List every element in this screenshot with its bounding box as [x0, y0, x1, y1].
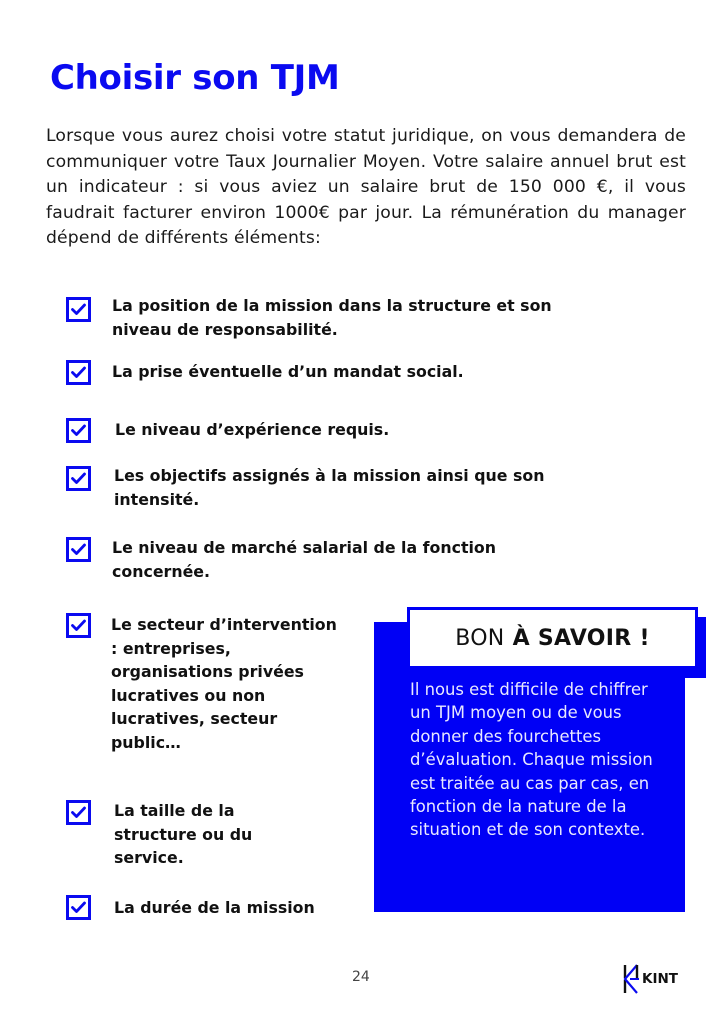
checklist-item-text: Le secteur d’intervention : entreprises, organisations privées lucratives ou non lucratives, secteur public… — [111, 615, 337, 752]
checklist-item-text: Les objectifs assignés à la mission ainsi que son intensité. — [114, 466, 545, 509]
checklist-item-text: La durée de la mission — [114, 898, 315, 917]
page-title: Choisir son TJM — [50, 58, 340, 98]
checkbox-checked-icon — [66, 297, 91, 322]
checkbox-checked-icon — [66, 418, 91, 443]
checkbox-checked-icon — [66, 895, 91, 920]
checklist-item-text: La taille de la structure ou du service. — [114, 801, 253, 868]
logo-text: KINT — [642, 971, 678, 987]
checkbox-checked-icon — [66, 537, 91, 562]
checklist-item-text: La position de la mission dans la structure et son niveau de responsabilité. — [112, 296, 552, 339]
kint-logo — [622, 963, 682, 995]
intro-paragraph: Lorsque vous aurez choisi votre statut juridique, on vous demandera de communiquer votre Taux Journalier Moyen. Votre salaire annuel brut est un indicateur : si vous aviez un salaire brut de 150 000 €, il vous faudrait facturer environ 1000€ par jour. La rémunération du manager dépend de différents éléments: — [46, 126, 686, 249]
kint-logo-icon — [622, 964, 640, 994]
checkbox-checked-icon — [66, 613, 91, 638]
checkbox-checked-icon — [66, 360, 91, 385]
checkbox-checked-icon — [66, 800, 91, 825]
info-box-title — [407, 607, 698, 669]
checklist-item-text: Le niveau de marché salarial de la fonction concernée. — [112, 538, 497, 581]
info-title-light: BON — [455, 625, 505, 651]
checkbox-checked-icon — [66, 466, 91, 491]
page-number: 24 — [352, 969, 370, 985]
checklist-item-text: Le niveau d’expérience requis. — [115, 420, 390, 439]
info-box-text: Il nous est difficile de chiffrer un TJM moyen ou de vous donner des fourchettes d’évaluation. Chaque mission est traitée au cas par cas, en fonction de la nature de la situation et de son contexte. — [410, 680, 653, 840]
info-title-bold: À SAVOIR ! — [512, 625, 650, 651]
checklist-item-text: La prise éventuelle d’un mandat social. — [112, 362, 464, 381]
